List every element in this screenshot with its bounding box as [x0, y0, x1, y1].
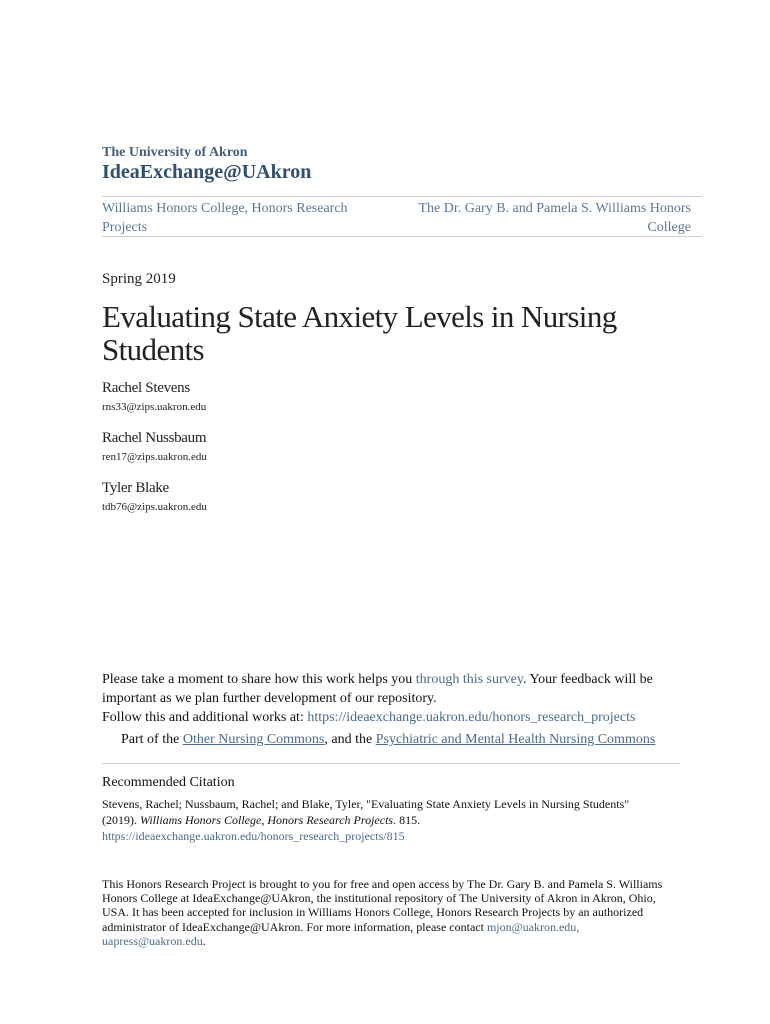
contact-email-links[interactable]: mjon@uakron.edu, uapress@uakron.edu	[102, 919, 580, 948]
series-link-right[interactable]: The Dr. Gary B. and Pamela S. Williams Honors College	[418, 201, 691, 235]
publication-date: Spring 2019	[102, 271, 176, 287]
citation-heading: Recommended Citation	[102, 775, 235, 790]
citation-url-link[interactable]: https://ideaexchange.uakron.edu/honors_research_projects/815	[102, 829, 405, 843]
series-link-left[interactable]: Williams Honors College, Honors Research Projects	[102, 201, 348, 235]
survey-paragraph	[102, 670, 692, 708]
other-nursing-commons-link[interactable]: Other Nursing Commons	[182, 732, 325, 747]
author-email: rns33@zips.uakron.edu	[102, 401, 207, 413]
follow-line	[102, 708, 692, 727]
survey-link[interactable]: through this survey	[415, 672, 523, 687]
citation-block	[102, 796, 662, 844]
citation-series: Williams Honors College, Honors Research Projects	[140, 813, 394, 827]
part-of-mid: , and the	[324, 732, 376, 747]
author-email: ren17@zips.uakron.edu	[102, 451, 207, 463]
survey-text-pre: Please take a moment to share how this work helps you	[102, 672, 416, 687]
header-rule-top	[102, 196, 702, 197]
author-name: Rachel Nussbaum	[102, 430, 207, 446]
footer-notice	[102, 877, 672, 948]
header-rule-bottom	[102, 236, 702, 237]
part-of-line	[121, 732, 655, 748]
follow-label: Follow this and additional works at:	[102, 710, 308, 725]
author-email: tdb76@zips.uakron.edu	[102, 501, 207, 513]
psychiatric-nursing-commons-link[interactable]: Psychiatric and Mental Health Nursing Commons	[375, 732, 656, 747]
document-title: Evaluating State Anxiety Levels in Nursing Students	[102, 299, 617, 367]
citation-number: . 815.	[393, 813, 421, 827]
footer-text: This Honors Research Project is brought to you for free and open access by The Dr. Gary B. and Pamela S. Williams Honors College at IdeaExchange@UAkron, the institutional repository of The University of Akron in Akron, Ohio, USA. It has been accepted for inclusion in Williams Honors College, Honors Research Projects by an authorized administrator of IdeaExchange@UAkron. For more information, please contact	[102, 877, 663, 934]
repository-name[interactable]: IdeaExchange@UAkron	[102, 161, 312, 183]
citation-text: Stevens, Rachel; Nussbaum, Rachel; and Blake, Tyler, "Evaluating State Anxiety Levels in Nursing Students" (2019).	[102, 797, 630, 827]
author-name: Rachel Stevens	[102, 380, 190, 396]
part-of-pre: Part of the	[121, 732, 183, 747]
follow-url-link[interactable]: https://ideaexchange.uakron.edu/honors_research_projects	[307, 710, 636, 725]
survey-text-post: . Your feedback will be important as we plan further development of our repository.	[102, 672, 653, 706]
author-name: Tyler Blake	[102, 480, 169, 496]
university-name: The University of Akron	[102, 145, 248, 160]
footer-end: .	[202, 933, 206, 948]
citation-rule	[102, 763, 680, 764]
